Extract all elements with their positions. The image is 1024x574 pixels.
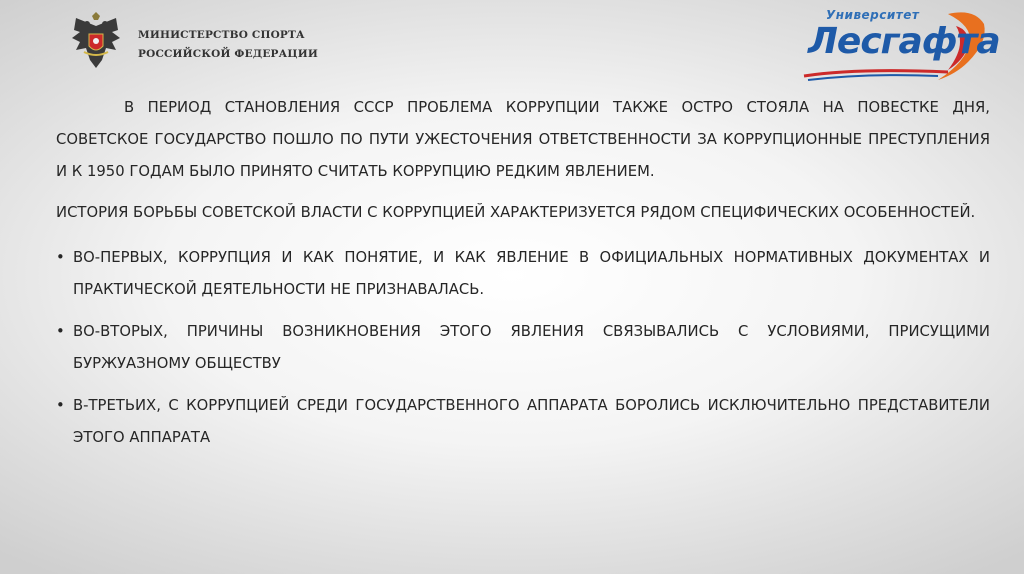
ministry-line-1: МИНИСТЕРСТВО СПОРТА xyxy=(138,29,305,41)
paragraph-2: ИСТОРИЯ БОРЬБЫ СОВЕТСКОЙ ВЛАСТИ С КОРРУПЦИЕЙ ХАРАКТЕРИЗУЕТСЯ РЯДОМ СПЕЦИФИЧЕСКИХ ОСОБЕННОСТЕЙ. xyxy=(56,204,976,221)
slide-header xyxy=(0,0,1024,90)
bullet-item: • В-ТРЕТЬИХ, С КОРРУПЦИЕЙ СРЕДИ ГОСУДАРСТВЕННОГО АППАРАТА БОРОЛИСЬ ИСКЛЮЧИТЕЛЬНО ПРЕДСТАВИТЕЛИ ЭТОГО АППАРАТА xyxy=(56,390,990,454)
logo-title: Лесгафта xyxy=(808,21,1000,62)
bullet-item: • ВО-ПЕРВЫХ, КОРРУПЦИЯ И КАК ПОНЯТИЕ, И КАК ЯВЛЕНИЕ В ОФИЦИАЛЬНЫХ НОРМАТИВНЫХ ДОКУМЕНТАХ И ПРАКТИЧЕСКОЙ ДЕЯТЕЛЬНОСТИ НЕ ПРИЗНАВАЛАСЬ. xyxy=(56,242,990,306)
ministry-line-2: РОССИЙСКОЙ ФЕДЕРАЦИИ xyxy=(138,48,318,60)
bullet-item: • ВО-ВТОРЫХ, ПРИЧИНЫ ВОЗНИКНОВЕНИЯ ЭТОГО ЯВЛЕНИЯ СВЯЗЫВАЛИСЬ С УСЛОВИЯМИ, ПРИСУЩИМИ БУРЖУАЗНОМУ ОБЩЕСТВУ xyxy=(56,316,990,380)
logo-subtitle: Университет xyxy=(826,8,920,22)
ministry-title xyxy=(138,26,318,64)
slide-content xyxy=(56,92,990,464)
paragraph-1: В ПЕРИОД СТАНОВЛЕНИЯ СССР ПРОБЛЕМА КОРРУПЦИИ ТАКЖЕ ОСТРО СТОЯЛА НА ПОВЕСТКЕ ДНЯ, СОВЕТСКОЕ ГОСУДАРСТВО ПОШЛО ПО ПУТИ УЖЕСТОЧЕНИЯ ОТВЕТСТВЕННОСТИ ЗА КОРРУПЦИОННЫЕ ПРЕСТУПЛЕНИЯ И К 1950 ГОДАМ БЫЛО ПРИНЯТО СЧИТАТЬ КОРРУПЦИЮ РЕДКИМ ЯВЛЕНИЕМ. xyxy=(56,99,990,180)
coat-of-arms-icon xyxy=(70,12,122,74)
bullet-list xyxy=(56,242,990,454)
